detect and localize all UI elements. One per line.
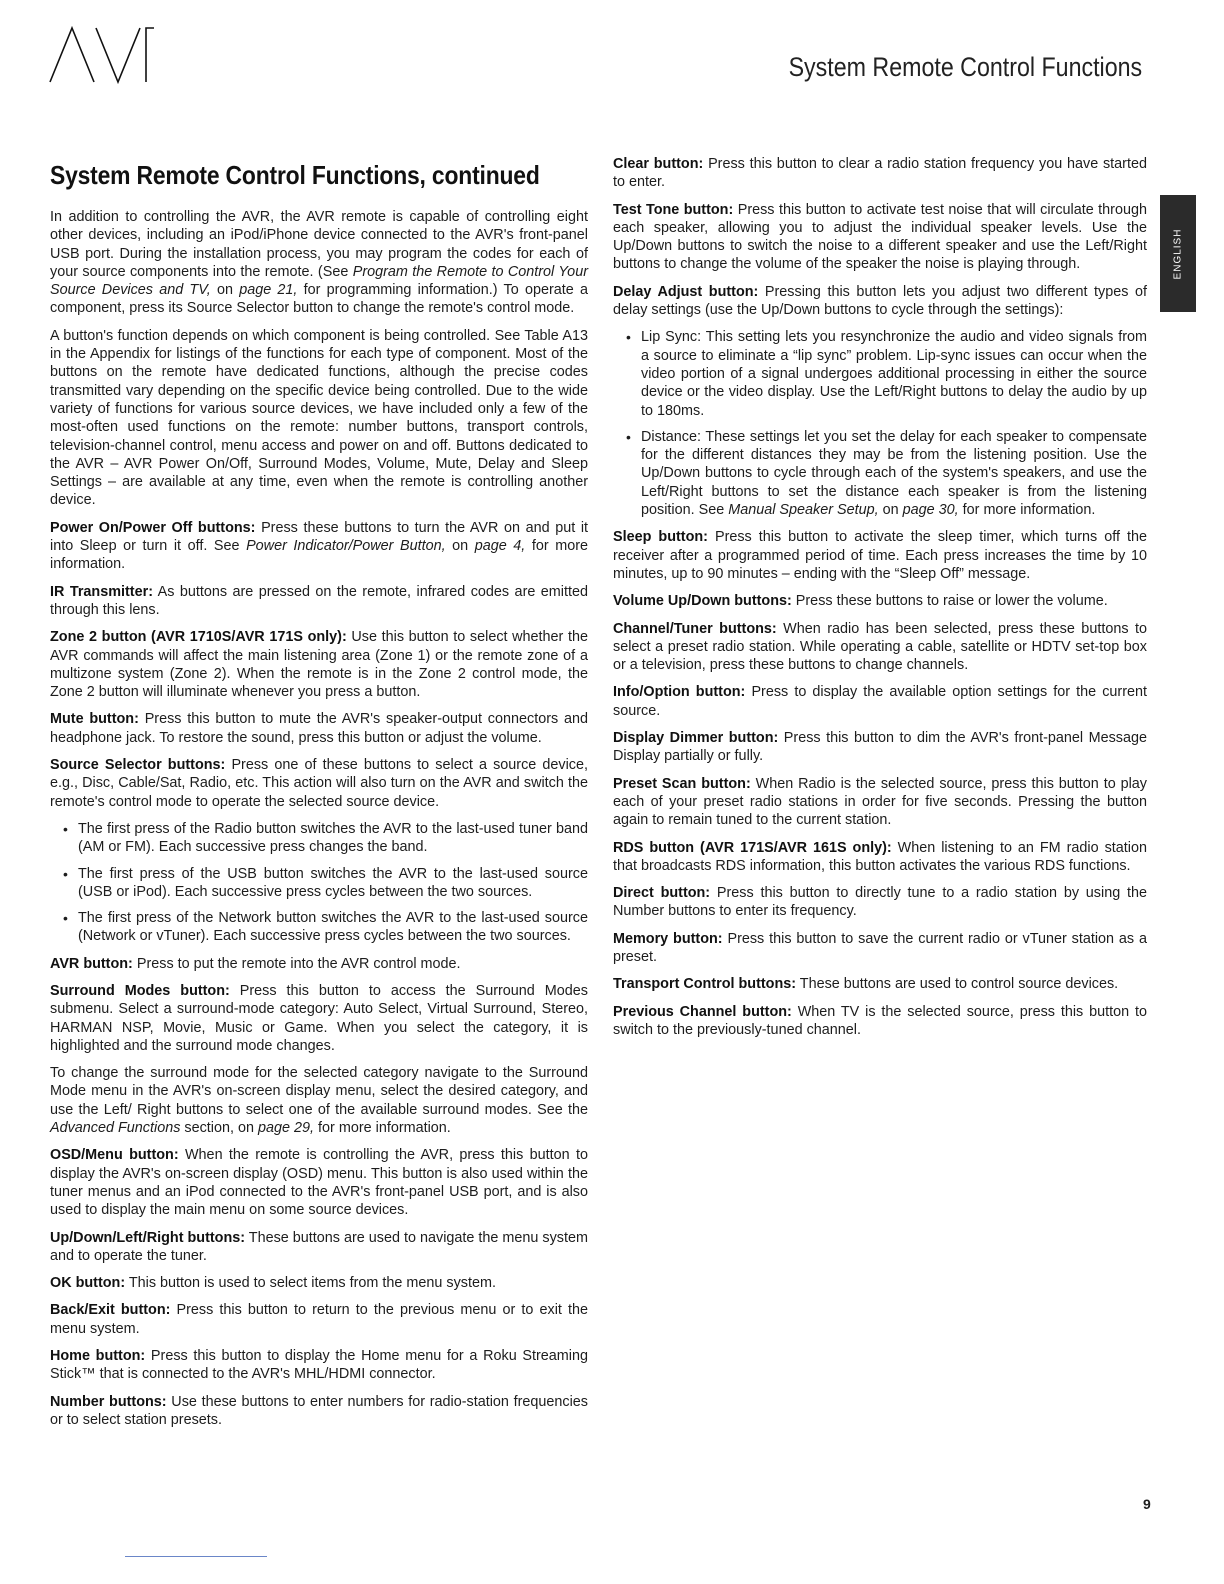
previous-channel-entry: Previous Channel button: When TV is the selected source, press this button to switch to the previously-tuned channel. [613,1003,1147,1038]
list-item: • Lip Sync: This setting lets you resynchronize the audio and video signals from a source to eliminate a “lip sync” problem. Lip-sync issues can occur when the video portion of a signal undergoes additional processing in either the source device or the video display. Use the Left/Right buttons to delay the audio by up to 180ms. [613,328,1147,419]
delay-adjust-entry: Delay Adjust button: Pressing this button lets you adjust two different types of delay settings (use the Up/Down buttons to cycle through the settings): [613,283,1147,319]
avr-logo [46,22,176,92]
list-item: • Distance: These settings let you set the delay for each speaker to compensate for the different distances they may be from the listening position. Use the Up/Down buttons to cycle through each of the system's speakers, and use the Left/Right buttons to set the distance each speaker is from the listening position. See Manual Speaker Setup, on page 30, for more information. [613,428,1147,519]
language-tab [1160,195,1196,312]
page-reference: page 4, [474,538,526,555]
number-buttons-entry: Number buttons: Use these buttons to enter numbers for radio-station frequencies or to select station presets. [50,1393,588,1428]
right-column [613,155,1147,1048]
page-header-title: System Remote Control Functions [788,52,1142,82]
volume-buttons-entry: Volume Up/Down buttons: Press these buttons to raise or lower the volume. [613,593,1108,610]
avr-button-entry: AVR button: Press to put the remote into the AVR control mode. [50,955,461,972]
mute-button-entry: Mute button: Press this button to mute the AVR's speaker-output connectors and headphone jack. To restore the sound, press this button or adjust the volume. [50,711,588,746]
surround-mode-paragraph: To change the surround mode for the selected category navigate to the Surround Mode menu in the AVR's on-screen display menu, select the desired category, and use the Left/ Right buttons to select one of the available surround modes. See the Advanced Functions section, on page 29, for more information. [50,1065,588,1137]
page-number: 9 [1143,1496,1151,1512]
reference-link: Advanced Functions [50,1120,181,1137]
zone2-button-entry: Zone 2 button (AVR 1710S/AVR 171S only): Use this button to select whether the AVR commands will affect the main listening area (Zone 1) or the remote zone of a multizone system (Zone 2). When the remote is in the Zone 2 control mode, the Zone 2 button will illuminate whenever you press a button. [50,629,588,701]
navigation-buttons-entry: Up/Down/Left/Right buttons: These buttons are used to navigate the menu system and to operate the tuner. [50,1229,588,1264]
home-button-entry: Home button: Press this button to display the Home menu for a Roku Streaming Stick™ that is connected to the AVR's MHL/HDMI connector. [50,1348,588,1383]
language-tab-label: ENGLISH [1172,228,1184,279]
channel-tuner-entry: Channel/Tuner buttons: When radio has been selected, press these buttons to select a preset radio station. While operating a cable, satellite or HDTV set-top box or a television, press these buttons to change channels. [613,620,1147,674]
page-reference: page 29, [258,1120,315,1137]
left-column [50,160,588,1438]
clear-button-entry: Clear button: Press this button to clear a radio station frequency you have started to enter. [613,156,1147,191]
source-selector-entry: Source Selector buttons: Press one of these buttons to select a source device, e.g., Disc, Cable/Sat, Radio, etc. This action will also turn on the AVR and switch the remote's control mode to operate the selected source device. [50,757,588,810]
intro-paragraph-1: In addition to controlling the AVR, the AVR remote is capable of controlling eight other devices, including an iPod/iPhone device connected to the AVR's front-panel USB port. During the installation process, you may program the codes for each of your source components into the remote. (See Program the Remote to Control Your Source Devices and TV, on page 21, for programming information.) To operate a component, press its Source Selector button to change the remote's control mode. [50,209,588,317]
surround-modes-entry: Surround Modes button: Press this button to access the Surround Modes submenu. Select a surround-mode category: Auto Select, Virtual Surround, Stereo, HARMAN NSP, Movie, Music or Game. When you select the category, it is highlighted and the surround mode changes. [50,982,588,1054]
reference-link: Power Indicator/Power Button, [246,538,446,555]
avr-logo-mark [46,22,176,86]
osd-menu-entry: OSD/Menu button: When the remote is controlling the AVR, press this button to display the AVR's on-screen display (OSD) menu. This button is also used within the tuner menus and an iPod connected to the AVR's front-panel USB port, and is also used to display the main menu on some source devices. [50,1147,588,1219]
reference-link: Program the Remote to Control Your Source Devices and TV, [50,263,588,299]
direct-button-entry: Direct button: Press this button to directly tune to a radio station by using the Number buttons to enter its frequency. [613,885,1147,920]
memory-button-entry: Memory button: Press this button to save the current radio or vTuner station as a preset. [613,930,1147,965]
section-title: System Remote Control Functions, continued [50,160,540,190]
transport-control-entry: Transport Control buttons: These buttons are used to control source devices. [613,976,1119,993]
rds-button-entry: RDS button (AVR 171S/AVR 161S only): When listening to an FM radio station that broadcasts RDS information, this button activates the various RDS functions. [613,839,1147,874]
back-exit-entry: Back/Exit button: Press this button to return to the previous menu or to exit the menu system. [50,1302,588,1337]
footer-rule [125,1556,267,1557]
power-buttons-entry: Power On/Power Off buttons: Press these buttons to turn the AVR on and put it into Sleep or turn it off. See Power Indicator/Power Button, on page 4, for more information. [50,519,589,573]
page-reference: page 21, [239,282,298,299]
list-item: • The first press of the USB button switches the AVR to the last-used source (USB or iPod). Each successive press cycles between the two sources. [50,865,588,902]
page-reference: page 30, [902,502,959,519]
list-item: • The first press of the Network button switches the AVR to the last-used source (Network or vTuner). Each successive press cycles between the two sources. [50,909,588,946]
test-tone-entry: Test Tone button: Press this button to activate test noise that will circulate through each speaker, allowing you to adjust the individual speaker levels. Use the Up/Down buttons to switch the noise to a different speaker and use the Left/Right buttons to change the volume of the speaker the noise is playing through. [613,201,1147,273]
info-option-entry: Info/Option button: Press to display the available option settings for the current source. [613,684,1148,719]
list-item: • The first press of the Radio button switches the AVR to the last-used tuner band (AM or FM). Each successive press changes the band. [50,820,588,857]
reference-link: Manual Speaker Setup, [728,502,879,519]
delay-bullets [613,328,1147,519]
sleep-button-entry: Sleep button: Press this button to activate the sleep timer, which turns off the receiver after a programmed period of time. Each press increases the time by 10 minutes, up to 90 minutes – ending with the “Sleep Off” message. [613,529,1147,582]
ir-transmitter-entry: IR Transmitter: As buttons are pressed on the remote, infrared codes are emitted through this lens. [50,583,588,618]
ok-button-entry: OK button: This button is used to select items from the menu system. [50,1275,496,1292]
preset-scan-entry: Preset Scan button: When Radio is the selected source, press this button to play each of your preset radio stations in order for five seconds. Pressing the button again to remain tuned to the current station. [613,775,1147,829]
intro-paragraph-2: A button's function depends on which component is being controlled. See Table A13 in the Appendix for listings of the functions for each type of component. Most of the buttons on the remote have dedicated functions, although the precise codes transmitted vary depending on the specific device being controlled. Due to the wide variety of functions for various source devices, we have included only a few of the most-often used functions on the remote: number buttons, transport controls, television-channel control, menu access and power on and off. Buttons dedicated to the AVR – AVR Power On/Off, Surround Modes, Volume, Mute, Delay and Sleep Settings – are available at any time, even when the remote is controlling another device. [50,327,588,509]
source-selector-bullets [50,820,588,946]
display-dimmer-entry: Display Dimmer button: Press this button to dim the AVR's front-panel Message Display partially or fully. [613,730,1147,765]
